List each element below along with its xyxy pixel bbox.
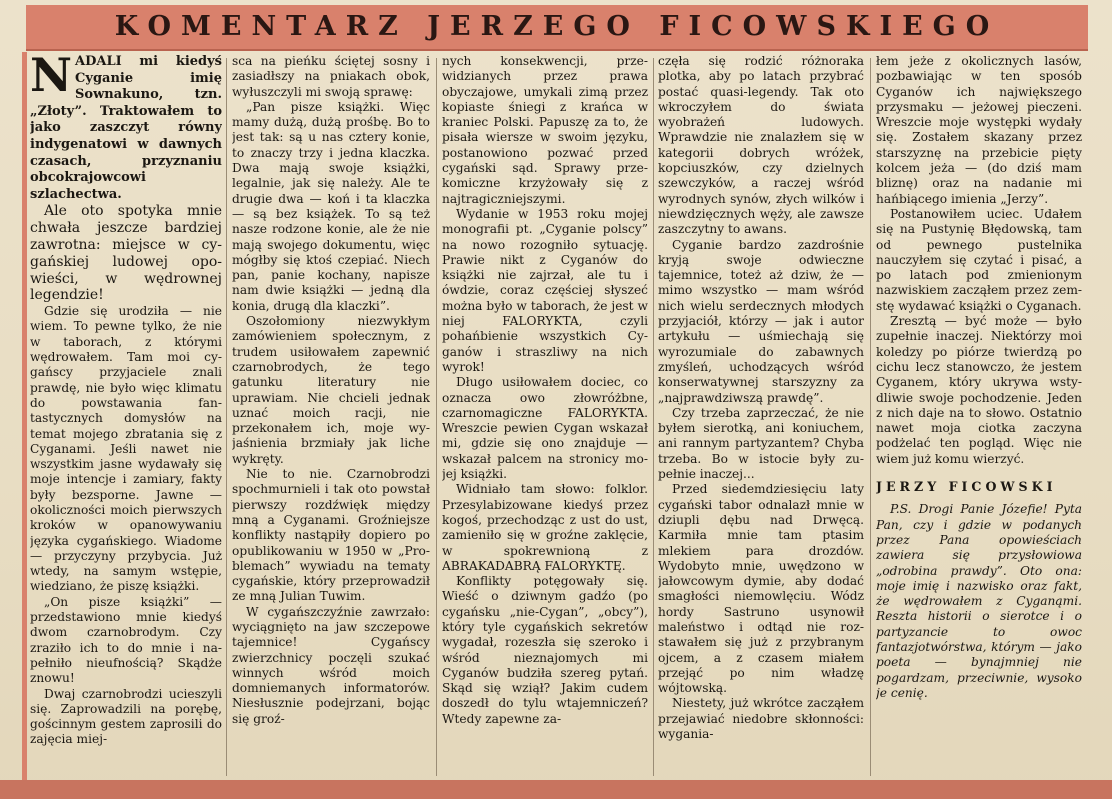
paragraph: Oszołomiony niezwykłym zamówieniem społecznym, z trudem usiłowałem zapewnić czarnobrodych, że tego gatunku literatury nie uprawiam. Nie chcieli jednak uznać moich racji, nie przekonałem ich, moje wyjaśnienia brzmiały jak liche wykręty. — [232, 314, 430, 466]
paragraph: Zresztą — być może — było zupełnie inaczej. Niektórzy moi koledzy po piórze twierdzą po cichu lecz stanowczo, że jestem Cyganem, który ukrywa wstydliwie swoje pochodzenie. Jeden z nich daje na to słowo. Ostatnio nawet moja ciotka zaczyna podżelać ten pogląd. Więc nie wiem już komu wierzyć. — [876, 314, 1082, 466]
paragraph: Widniało tam słowo: folklor. Przesylabizowane kiedyś przez kogoś, przechodząc z ust do ust, zamieniło się w groźne zaklęcie, w spokrewnioną z ABRAKADABRĄ FALORYKTĘ. — [442, 482, 648, 573]
paragraph: nych konsekwencji, przewidzianych przez prawa obyczajowe, umykali zimą przez kopiaste śniegi z krańca w kraniec Polski. Papuszę za to, że pisała wiersze w swoim języku, postanowiono pozwać przed cygański sąd. Sprawy przekomiczne krzyżowały się z najtragiczniejszymi. — [442, 54, 648, 206]
left-border-rule — [22, 52, 27, 780]
paragraph: Gdzie się urodziła — nie wiem. To pewne tylko, że nie w taborach, z którymi wędrowałem. Tam moi cygańscy przyjaciele znali prawdę, nie było więc klimatu do powstawania fantastycznych domysłów na temat mojego zbratania się z Cyganami. Jeśli nawet nie wszystkim jasne wydawały się moje intencje i zamiary, fakty były bezsporne. Jawne — okoliczności moich pierwszych kroków w opanowywaniu języka cygańskiego. Wiadome — przyczyny przybycia. Już wtedy, na samym wstępie, wiedziano, że piszę książki. — [30, 304, 222, 594]
paragraph: „On pisze książki” — przedstawiono mnie kiedyś dwom czarnobrodym. Czy zraziło ich to do mnie i napełniło nieufnością? Skądże znowu! — [30, 594, 222, 686]
column-divider — [870, 58, 871, 776]
paragraph: „Pan pisze książki. Więc mamy dużą, dużą prośbę. Bo to jest tak: są u nas cztery konie, to znaczy trzy i jedna klaczka. Dwa mają swoje książki, legalnie, jak się należy. Ale te drugie dwa — koń i ta klaczka — są bez książek. To są też nasze rodzone konie, ale że nie mają swojego dokumentu, więc mógłby się ktoś czepiać. Niech pan, panie kochany, napisze nam dwie książki — jedną dla konia, drugą dla klaczki”. — [232, 99, 430, 313]
paragraph: W cygańszczyźnie zawrzało: wyciągnięto na jaw szczepowe tajemnice! Cygańscy zwierzchnicy poczęli szukać winnych wśród moich domniemanych informatorów. Niesłusznie podejrzani, bojąc się groź- — [232, 604, 430, 726]
page-title: KOMENTARZ JERZEGO FICOWSKIEGO — [114, 11, 1000, 42]
column-divider — [226, 58, 227, 776]
header-banner — [26, 5, 1088, 51]
paragraph: Czy trzeba zaprzeczać, że nie byłem sierotką, ani koniuchem, ani rannym partyzantem? Chyba trzeba. Bo w istocie były zupełnie inaczej... — [658, 405, 864, 482]
article-column-3 — [442, 54, 648, 780]
paragraph: Postanowiłem uciec. Udałem się na Pustynię Błędowską, tam od pewnego pustelnika nauczyłem się czytać i pisać, a po latach pod zmienionym nazwiskiem zacząłem przez zemstę wydawać książki o Cyganach. — [876, 206, 1082, 313]
paragraph: Przed siedemdziesięciu laty cygański tabor odnalazł mnie w dziupli dębu nad Drwęcą. Karmiła mnie tam ptasim mlekiem para drozdów. Wydobyto mnie, uwędzono w jałowcowym dymie, aby dodać smagłości niemowlęciu. Wódz hordy Sastruno usynowił maleństwo i odtąd nie rozstawałem się już z przybranym ojcem, a z czasem miałem przejąć po nim władzę wójtowską. — [658, 482, 864, 696]
paragraph: Nie to nie. Czarnobrodzi spochmurnieli i tak oto powstał pierwszy rozdźwięk między mną a Cyganami. Groźniejsze konflikty nastąpiły dopiero po opublikowaniu w 1950 w „Problemach” wywiadu na tematy cygańskie, który przeprowadził ze mną Julian Tuwim. — [232, 467, 430, 604]
author-signature: JERZY FICOWSKI — [876, 479, 1057, 495]
paragraph: Długo usiłowałem dociec, co oznacza owo złowróżbne, czarnomagiczne FALORYKTA. Wreszcie pewien Cygan wskazał mi, gdzie się ono znajduje — wskazał palcem na stronicy mojej książki. — [442, 375, 648, 482]
lead-paragraph — [30, 54, 222, 203]
column-divider — [436, 58, 437, 776]
article-column-5 — [876, 54, 1082, 780]
paragraph: Wydanie w 1953 roku mojej monografii pt. „Cyganie polscy” na nowo rozogniło sytuację. Prawie nikt z Cyganów do książki nie zajrzał, ale tu i ówdzie, coraz częściej słyszeć można było w taborach, że jest w niej FALORYKTA, czyli pohańbienie wszystkich Cyganów i straszliwy na nich wyrok! — [442, 206, 648, 374]
drop-cap: N — [30, 54, 73, 102]
paragraph: Ale oto spotyka mnie chwała jeszcze bardziej zawrotna: miejsce w cygańskiej ludowej opowieści, w wędrownej legendzie! — [30, 203, 222, 304]
article-column-4 — [658, 54, 864, 780]
paragraph: sca na pieńku ściętej sosny i zasiadłszy na pniakach obok, wyłuszczyli mi swoją sprawę: — [232, 54, 430, 99]
column-divider — [653, 58, 654, 776]
paragraph: Konflikty potęgowały się. Wieść o dziwnym gadźo (po cygańsku „nie-Cygan”, „obcy”), który tyle cygańskich sekretów wygadał, rozeszła się szeroko i wśród nieznajomych mi Cyganów budziła szereg pytań. Skąd się wziął? Jakim cudem doszedł do tylu wtajemniczeń? Wtedy zapewne za- — [442, 574, 648, 726]
bottom-border-strip — [0, 780, 1112, 799]
paragraph: Niestety, już wkrótce zacząłem przejawiać niedobre skłonności: wygania- — [658, 696, 864, 742]
postscript: P.S. Drogi Panie Józefie! Pyta Pan, czy i gdzie w podanych przez Pana opowieściach zawiera się przysłowiowa „odrobina prawdy”. Oto ona: moje imię i nazwisko oraz fakt, że wędrowałem z Cyganąmi. Reszta historii o sierotce i o partyzancie to owoc fantazjotwórstwa, którym — jako poeta — bynajmniej nie pogardzam, przeciwnie, wysoko je cenię. — [876, 502, 1082, 700]
article-column-2 — [232, 54, 430, 780]
paragraph: częła się rodzić różnoraka plotka, aby po latach przybrać postać quasi-legendy. Tak oto wkroczyłem do świata wyobrażeń ludowych. Wprawdzie nie znalazłem się w kategorii dobrych wróżek, kopciuszków, czy dzielnych szewczyków, a raczej wśród wyrodnych synów, złych wilków i niewdzięcznych węży, ale zawsze zaszczytny to awans. — [658, 54, 864, 237]
lead-text: ADALI mi kiedyś Cyganie imię Sownakuno, tzn. „Złoty”. Traktowałem to jako zaszczyt równy indygenatowi w dawnych czasach, przyznaniu obcokrajowcowi szlachectwa. — [30, 54, 222, 202]
paragraph: łem jeże z okolicznych lasów, pozbawiając w ten sposób Cyganów ich największego przysmaku — jeżowej pieczeni. Wreszcie moje występki wydały się. Zostałem skazany przez starszyznę na przebicie pięty kolcem jeża — (do dziś mam bliznę) oraz na nadanie mi hańbiącego imienia „Jerzy”. — [876, 54, 1082, 206]
paragraph: Cyganie bardzo zazdrośnie kryją swoje odwieczne tajemnice, toteż aż dziw, że — mimo wszystko — mam wśród nich wielu serdecznych młodych przyjaciół, którzy — jak i autor artykułu — uśmiechają się wyrozumiale do zabawnych zmyśleń, uchodzących wśród konserwatywnej starszyzny za „najprawdziwszą prawdę”. — [658, 237, 864, 405]
paragraph: Dwaj czarnobrodzi ucieszyli się. Zaprowadzili na porębę, gościnnym gestem zaprosili do zajęcia miej- — [30, 686, 222, 747]
article-column-1 — [30, 54, 222, 780]
